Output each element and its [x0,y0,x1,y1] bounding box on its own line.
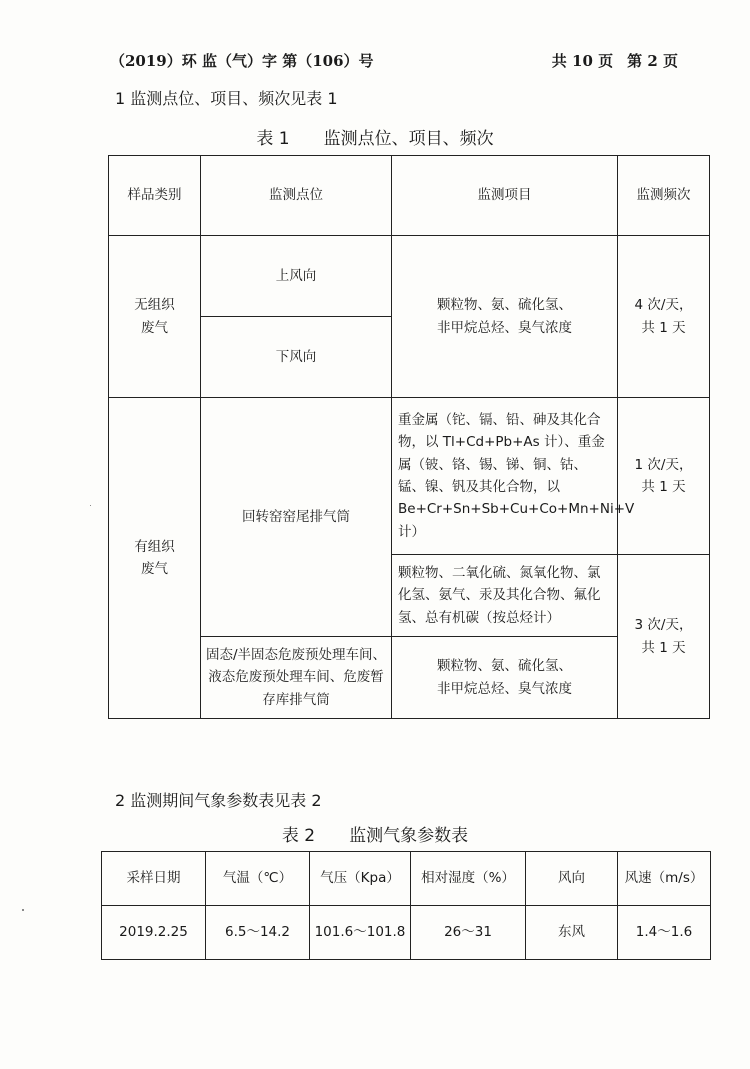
section-1-heading: 1 监测点位、项目、频次见表 1 [115,89,338,108]
monitoring-points-table [108,155,710,719]
header-sampling-date: 采样日期 [102,852,206,906]
header-humidity: 相对湿度（%） [411,852,526,906]
category-organized-gas: 有组织 废气 [109,398,201,719]
category-fugitive-gas: 无组织 废气 [109,236,201,398]
header-sample-type: 样品类别 [109,156,201,236]
page-header [110,50,678,72]
table-2-caption: 表 2 监测气象参数表 [281,826,469,846]
header-wind-direction: 风向 [526,852,618,906]
point-downwind: 下风向 [201,317,392,398]
table-2-header-row [102,852,711,906]
frequency-fugitive-gas: 4 次/天， 共 1 天 [618,236,710,398]
wind-direction-value: 东风 [526,906,618,960]
items-fugitive-gas: 颗粒物、氨、硫化氢、 非甲烷总烃、臭气浓度 [392,236,618,398]
section-2-heading: 2 监测期间气象参数表见表 2 [115,791,322,810]
items-waste-stacks: 颗粒物、氨、硫化氢、 非甲烷总烃、臭气浓度 [392,637,618,719]
frequency-heavy-metals: 1 次/天， 共 1 天 [618,398,710,555]
sampling-date: 2019.2.25 [102,906,206,960]
header-monitoring-frequency: 监测频次 [618,156,710,236]
table-row [109,236,710,317]
humidity-value: 26～31 [411,906,526,960]
temperature-value: 6.5～14.2 [206,906,310,960]
document-number: （2019）环 监（气）字 第（106）号 [110,52,374,70]
point-hazardous-waste-stacks: 固态/半固态危废预处理车间、液态危废预处理车间、危废暂存库排气筒 [201,637,392,719]
table-1-caption: 表 1 监测点位、项目、频次 [256,129,494,149]
scan-speck [22,909,24,911]
total-pages: 共 10 页 [551,52,614,70]
header-wind-speed: 风速（m/s） [618,852,711,906]
items-kiln-gases: 颗粒物、二氧化硫、氮氧化物、氯化氢、氨气、汞及其化合物、氟化氢、总有机碳（按总烃计） [392,555,618,637]
weather-parameters-table [101,851,711,960]
wind-speed-value: 1.4～1.6 [618,906,711,960]
table-row [109,398,710,555]
point-upwind: 上风向 [201,236,392,317]
header-pressure: 气压（Kpa） [310,852,411,906]
table-1-header-row [109,156,710,236]
table-row [102,906,711,960]
pressure-value: 101.6～101.8 [310,906,411,960]
frequency-three-per-day: 3 次/天， 共 1 天 [618,555,710,719]
scan-speck [90,505,91,506]
page-number: 第 2 页 [627,52,678,70]
point-kiln-tail-stack: 回转窑窑尾排气筒 [201,398,392,637]
page-count [538,50,678,71]
header-monitoring-point: 监测点位 [201,156,392,236]
header-monitoring-items: 监测项目 [392,156,618,236]
header-temperature: 气温（℃） [206,852,310,906]
items-heavy-metals: 重金属（铊、镉、铅、砷及其化合物，以 Tl+Cd+Pb+As 计）、重金属（铍、铬、锡、锑、铜、钴、锰、镍、钒及其化合物，以 Be+Cr+Sn+Sb+Cu+Co+Mn+Ni+V 计） [392,398,618,555]
